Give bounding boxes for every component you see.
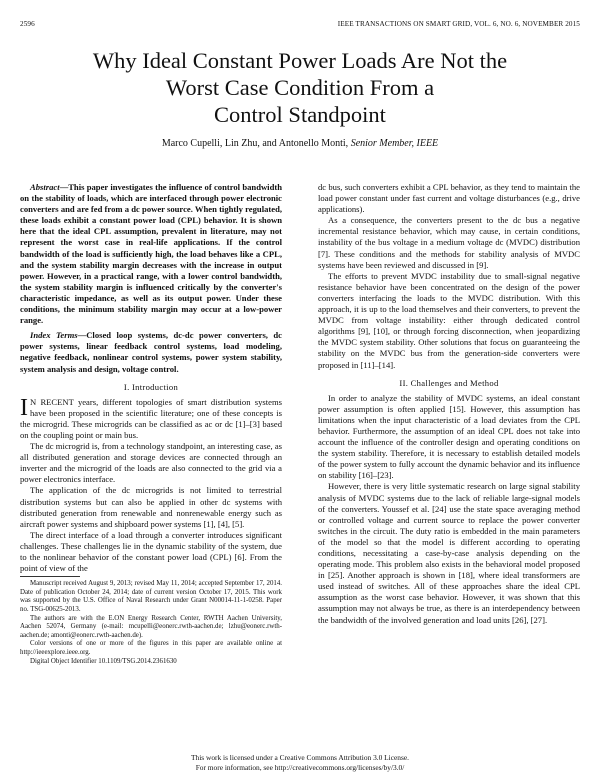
journal-header: IEEE TRANSACTIONS ON SMART GRID, VOL. 6, NO. 6, NOVEMBER 2015 (337, 20, 580, 28)
title-line-2: Worst Case Condition From a (165, 75, 435, 100)
abstract-label: Abstract (30, 182, 60, 192)
right-paragraph-3: The efforts to prevent MVDC instability due to small-signal negative resistance behavior have been concentrated on the design of the power converters interfacing the loads to the MVDC distribution. With this approach, it is up to the load themselves and their converters, to prevent the MVDC from voltage instability: either through dedicated control algorithms [9], [10], or through forcing disconnection, when jeopardizing the MVDC system stability. Other solutions that focus on guaranteeing the stability on the MVDC bus from the generation-side converters were proposed in [11]–[14]. (318, 270, 580, 370)
index-terms-text: —Closed loop systems, dc-dc power converters, dc power systems, linear feedback control systems, load modeling, negative feedback, nonlinear control systems, power system stability, system analysis and design, voltage control. (20, 330, 282, 374)
license-line-2: For more information, see http://creativecommons.org/licenses/by/3.0/ (195, 762, 405, 772)
left-column (20, 182, 282, 666)
footnote-affiliation: The authors are with the E.ON Energy Research Center, RWTH Aachen University, Aachen 52074, Germany (e-mail: mcupelli@eonerc.rwth-aachen.de; lzhu@eonerc.rwth-aachen.de; amonti@eonerc.rwth-aachen.de). (20, 614, 282, 639)
license-line-1: This work is licensed under a Creative Commons Attribution 3.0 License. (191, 753, 409, 762)
abstract (20, 182, 282, 326)
license-notice (0, 753, 600, 772)
intro-paragraph-4: The direct interface of a load through a converter introduces significant challenges. These challenges lie in the dynamic stability of the system, due to the nonlinear behavior of the constant power load (CPL) [6]. From the point of view of the (20, 529, 282, 574)
index-terms-label: Index Terms (30, 330, 78, 341)
index-terms (20, 330, 282, 374)
footnote (20, 580, 282, 666)
footnote-color: Color versions of one or more of the figures in this paper are available online at http://ieeexplore.ieee.org. (20, 640, 282, 656)
footnote-manuscript: Manuscript received August 9, 2013; revised May 11, 2014; accepted September 17, 2014. Date of publication October 24, 2014; date of current version October 17, 2015. This work was supported by the U.S. Office of Naval Research under Grant N00014-11-1-0258. Paper no. TSG-00625-2013. (20, 580, 282, 613)
intro-paragraph-3: The application of the dc microgrids is not limited to terrestrial distribution systems but can also be applied in other dc systems with distributed generation from renewable and nonrenewable energy such as aircraft power systems and shipboard power systems [1], [4], [5]. (20, 485, 282, 529)
section-heading-challenges: II. Challenges and Method (399, 377, 499, 388)
section-heading-introduction: I. Introduction (123, 381, 179, 392)
abstract-text: —This paper investigates the influence of control bandwidth on the stability of loads, which are interfaced through power electronic converters and are fed from a dc power source. When tightly regulated, these loads exhibit a constant power load (CPL) behavior. It is shown here that the ideal CPL assumption, prevalent in literature, may not represent the worst case in real-life applications. If the control bandwidth of the load is sufficiently high, the load behaves like a CPL, and the system stability margin decreases with the increase in output power. However, in a practical range, with a lower control bandwidth, the system stability margin is influenced critically by the converter's characteristic impedance, as well as its output power. Under these conditions, the minimum stability margin may occur at a low-power range. (20, 182, 282, 326)
footnote-divider (20, 576, 80, 577)
challenges-paragraph-2: However, there is very little systematic research on large signal stability analysis of MVDC systems due to the lack of reliable large-signal models of the converters. Youssef et al. [24] use the state space averaging method or controlled voltage and current source to replace the power converter switches in the circuit. The duty ratio is embedded in the main parameters of the model so that the model is different according to operating conditions, necessitating a case-by-case analysis depending on the operating mode. This problem also exists in the behavioral model proposed in [25]. Another approach is shown in [18], where ideal transformers are used instead of switches. All of these approaches share the ideal CPL assumption as the worst case behavior. However, it was shown that this assumption may not always be true, as there is an interdependency between the bandwidth of the involved generation and load units [26], [27]. (318, 481, 580, 625)
challenges-paragraph-1: In order to analyze the stability of MVDC systems, an ideal constant power assumption is often applied [15]. However, this assumption has limitations when the input characteristic of a load deviates from the CPL behavior. Furthermore, the assumption of an ideal CPL does not take into account the influence of the controller design and operating conditions on the system stability. Therefore, it is necessary to establish detailed models of the power system to fully account the dynamic behavior and its influence on stability [16]–[23]. (318, 392, 580, 481)
author-line (40, 138, 560, 149)
intro-paragraph-1-text: N RECENT years, different topologies of smart distribution systems have been proposed in the scientific literature; one of these concepts is the microgrid. These microgrids can be classified as ac or dc [1]–[3] based on the coupling point or main bus. (20, 396, 282, 440)
title-line-3: Control Standpoint (214, 102, 386, 127)
right-paragraph-2: As a consequence, the converters present to the dc bus a negative incremental resistance behavior, which may cause, in certain conditions, instability of the bus voltage in a medium voltage dc (MVDC) distribution [7]. These conditions and the methods for stability analysis of MVDC systems have been reviewed and discussed in [9]. (318, 215, 580, 270)
drop-cap: I (20, 394, 28, 421)
right-paragraph-1: dc bus, such converters exhibit a CPL behavior, as they tend to maintain the load power constant under fast current and voltage disturbances (e.g., drive applications). (318, 182, 580, 215)
intro-paragraph-1 (20, 394, 282, 441)
right-column (318, 182, 580, 626)
intro-paragraph-2: The dc microgrid is, from a technology standpoint, an interesting case, as all distributed generation and storage devices are connected through an inverter and the microgrid of the loads are also connected to the grid via a power electronics interface. (20, 441, 283, 485)
author-membership: Senior Member, IEEE (350, 138, 439, 149)
footnote-doi: Digital Object Identifier 10.1109/TSG.2014.2361630 (30, 657, 177, 665)
title-line-1: Why Ideal Constant Power Loads Are Not the (92, 48, 508, 73)
paper-title (40, 47, 560, 128)
page-number: 2596 (20, 20, 35, 28)
author-names: Marco Cupelli, Lin Zhu, and Antonello Monti, (161, 138, 349, 149)
